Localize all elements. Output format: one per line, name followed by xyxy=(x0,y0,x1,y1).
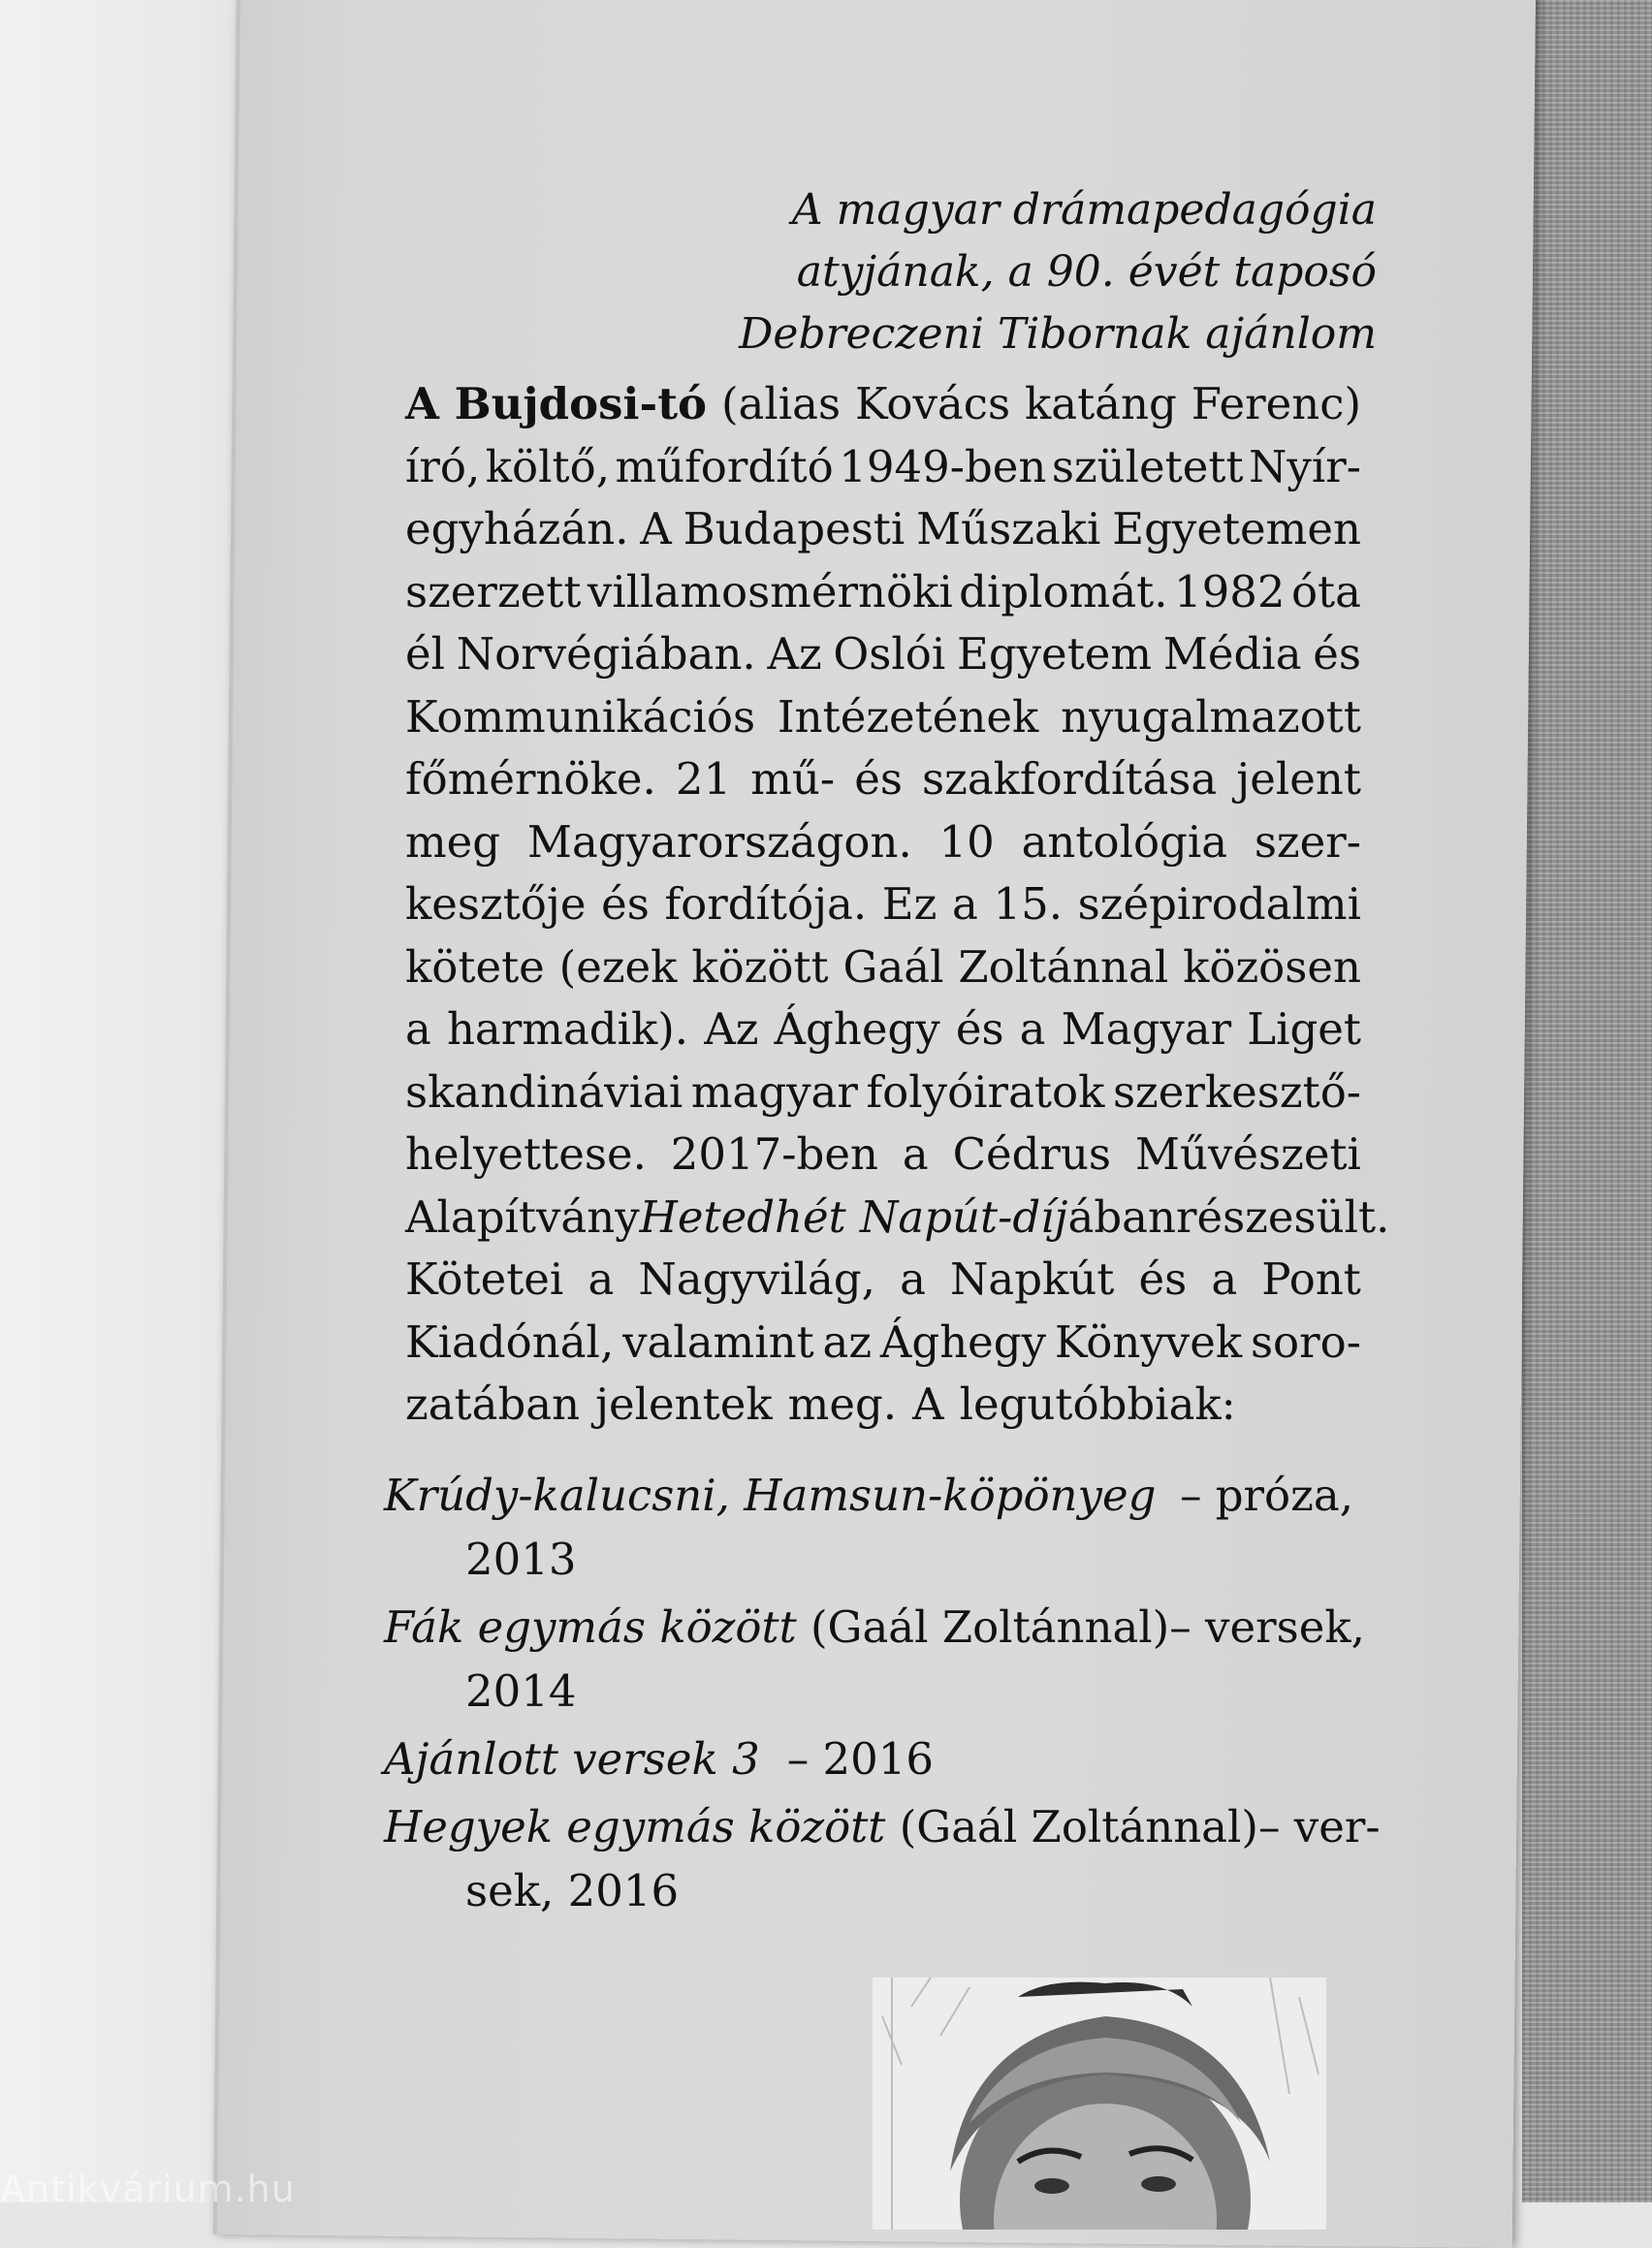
bio-word: szépirodalmi xyxy=(1077,878,1361,930)
bio-word: a xyxy=(1019,1003,1046,1055)
bio-word: skandináviai xyxy=(405,1065,683,1118)
bio-word: született xyxy=(1051,440,1244,492)
bio-word: Ághegy xyxy=(879,1315,1047,1368)
bibliography-entry-line xyxy=(384,1795,1381,1859)
bio-line xyxy=(405,498,1361,561)
bio-word: magyar xyxy=(690,1065,858,1118)
bio-word: a xyxy=(1211,1253,1238,1305)
author-biography xyxy=(405,373,1390,1437)
bio-word: Intézetének xyxy=(777,690,1039,743)
bio-word: diplomát. xyxy=(959,565,1168,617)
bio-word: Budapesti xyxy=(683,503,905,554)
bio-word: főmérnöke. xyxy=(405,753,656,805)
bio-word: Alapítvány xyxy=(405,1190,640,1243)
bio-line xyxy=(405,1061,1361,1124)
bio-word: Egyetemen xyxy=(1112,503,1361,554)
bio-word: (ezek xyxy=(558,940,678,993)
bio-word: Cédrus xyxy=(952,1128,1112,1180)
bio-word: kötete xyxy=(405,940,545,993)
bio-line xyxy=(405,1124,1361,1187)
book-genre-year: – 2016 xyxy=(786,1733,935,1785)
bio-line xyxy=(405,811,1361,874)
bio-word: és xyxy=(955,1003,1004,1055)
bio-word: részesült. xyxy=(1175,1190,1390,1243)
bio-word: A Bujdosi-tó xyxy=(405,378,708,429)
bio-word: A xyxy=(912,1378,944,1430)
bio-word: között xyxy=(691,940,829,993)
bio-word: Média xyxy=(1162,628,1302,680)
bio-line xyxy=(405,1312,1361,1375)
bio-line xyxy=(405,561,1361,624)
bio-word: műfordító xyxy=(615,440,834,492)
bibliography-entry xyxy=(384,1727,1353,1791)
book-title: Hegyek egymás között xyxy=(384,1801,886,1852)
bio-line xyxy=(405,1374,1361,1437)
bio-word: jelent xyxy=(1236,753,1361,805)
bio-word: Az xyxy=(704,1003,759,1055)
bio-word: Művészeti xyxy=(1134,1128,1361,1180)
bio-word: és xyxy=(1138,1253,1188,1305)
bio-word: író, xyxy=(405,440,481,492)
bio-word: Ferenc) xyxy=(1191,378,1361,429)
bio-word: Ághegy xyxy=(774,1003,940,1055)
bio-word: szerzett xyxy=(405,565,582,617)
bio-word: 1982 xyxy=(1174,565,1286,617)
bio-word: 15. xyxy=(993,878,1064,930)
bio-word: szer- xyxy=(1254,815,1361,868)
bio-line xyxy=(405,998,1361,1061)
bio-word: Oslói xyxy=(833,628,946,680)
dedication-line: A magyar drámapedagógia xyxy=(791,185,1377,235)
bio-word: 1949-ben xyxy=(839,440,1047,492)
background-right-fabric xyxy=(1522,0,1652,2202)
bio-word: szerkesztő- xyxy=(1112,1065,1361,1118)
bio-line xyxy=(405,873,1361,936)
bio-word: Egyetem xyxy=(956,628,1153,680)
bio-word: folyóiratok xyxy=(866,1065,1105,1118)
bio-word: zatában xyxy=(405,1378,581,1430)
bio-word: Gaál xyxy=(842,940,944,993)
bibliography-entry xyxy=(384,1464,1353,1592)
bio-word: kesztője xyxy=(405,878,587,930)
bibliography-entry-line xyxy=(384,1464,1353,1528)
book-coauthor-note: (Gaál Zoltánnal) xyxy=(796,1601,1170,1653)
bio-word: Liget xyxy=(1247,1003,1361,1055)
bio-word: harmadik). xyxy=(446,1003,689,1055)
dedication-line: Debreczeni Tibornak ajánlom xyxy=(739,309,1377,359)
bio-word: közösen xyxy=(1183,940,1361,993)
bio-word: Kommunikációs xyxy=(405,690,756,743)
bio-line xyxy=(405,623,1361,686)
watermark: Antikvárium.hu xyxy=(0,2168,296,2210)
bio-word: Nyír- xyxy=(1249,440,1361,492)
bio-line xyxy=(405,936,1361,999)
bio-word: 21 xyxy=(675,753,732,805)
bio-word: Kötetei xyxy=(405,1253,564,1305)
bio-word: él xyxy=(405,628,446,680)
bio-line xyxy=(405,373,1361,436)
bio-word: Ez xyxy=(881,878,937,930)
bio-word: a xyxy=(902,1128,929,1180)
author-photo xyxy=(873,1978,1326,2230)
bibliography-list xyxy=(384,1464,1381,1927)
bio-word: Kiadónál, xyxy=(405,1315,615,1368)
bio-line xyxy=(405,1249,1361,1312)
bio-word: soro- xyxy=(1250,1315,1361,1368)
book-title: Krúdy-kalucsni, Hamsun-köpönyeg xyxy=(384,1470,1157,1521)
book-title: Ajánlott versek 3 xyxy=(384,1733,760,1785)
bio-word: a xyxy=(951,878,978,930)
book-title: Fák egymás között xyxy=(384,1601,797,1653)
bio-word: és xyxy=(601,878,650,930)
bibliography-entry-continuation: sek, 2016 xyxy=(465,1865,680,1916)
bio-word: antológia xyxy=(1021,815,1228,868)
bio-word: Pont xyxy=(1261,1253,1361,1305)
bibliography-entry xyxy=(384,1596,1365,1724)
bio-line xyxy=(405,748,1361,811)
bio-word: szakfordítása xyxy=(922,753,1218,805)
bio-word: katáng xyxy=(1024,378,1177,429)
bio-word: Napkút xyxy=(950,1253,1115,1305)
bio-word: Magyar xyxy=(1061,1003,1232,1055)
bibliography-entry-line xyxy=(384,1727,1353,1791)
bio-word: Az xyxy=(767,628,822,680)
bio-word: Magyarországon. xyxy=(526,815,912,868)
bio-word: 10 xyxy=(938,815,995,868)
dedication-line: atyjának, a 90. évét taposó xyxy=(796,247,1377,297)
bio-word: A xyxy=(640,503,672,554)
bio-word: (alias xyxy=(720,378,842,429)
bio-word: és xyxy=(1313,628,1361,680)
bibliography-entry-continuation: 2013 xyxy=(465,1534,577,1585)
bio-word: Kovács xyxy=(854,378,1011,429)
bio-word: legutóbbiak: xyxy=(959,1378,1236,1430)
bio-word: az xyxy=(822,1315,873,1368)
bio-word: óta xyxy=(1290,565,1361,617)
bio-word: és xyxy=(854,753,903,805)
bio-word: Könyvek xyxy=(1054,1315,1243,1368)
bio-word: a xyxy=(900,1253,926,1305)
bio-word: 2017-ben xyxy=(670,1128,878,1180)
book-genre-year: – próza, xyxy=(1179,1470,1353,1521)
bibliography-entry xyxy=(384,1795,1381,1923)
bio-word: valamint xyxy=(622,1315,814,1368)
bio-word: a xyxy=(405,1003,431,1055)
bio-line xyxy=(405,436,1361,499)
bio-word: Norvégiában. xyxy=(456,628,756,680)
bio-word: mű- xyxy=(750,753,836,805)
bio-word: Hetedhét Napút-díjában xyxy=(639,1190,1176,1243)
bio-word: villamosmérnöki xyxy=(587,565,953,617)
book-genre-year: – versek, xyxy=(1169,1601,1365,1653)
bio-word: fordítója. xyxy=(664,878,868,930)
bibliography-entry-continuation: 2014 xyxy=(465,1665,577,1717)
book-genre-year: – ver- xyxy=(1257,1801,1381,1852)
bio-word: a xyxy=(588,1253,615,1305)
bio-word: Nagyvilág, xyxy=(638,1253,875,1305)
bio-word: nyugalmazott xyxy=(1061,690,1361,743)
bio-line xyxy=(405,686,1361,749)
bio-word: költő, xyxy=(485,440,611,492)
bio-word: Műszaki xyxy=(916,503,1101,554)
bio-word: meg xyxy=(405,815,501,868)
dedication xyxy=(601,179,1377,365)
bio-word: meg. xyxy=(787,1378,898,1430)
bio-word: jelentek xyxy=(595,1378,773,1430)
bibliography-entry-line xyxy=(384,1596,1365,1660)
bio-word: helyettese. xyxy=(405,1128,647,1180)
book-coauthor-note: (Gaál Zoltánnal) xyxy=(885,1801,1258,1852)
bio-line xyxy=(405,1187,1390,1250)
bio-word: Zoltánnal xyxy=(958,940,1169,993)
bio-word: egyházán. xyxy=(405,503,629,554)
